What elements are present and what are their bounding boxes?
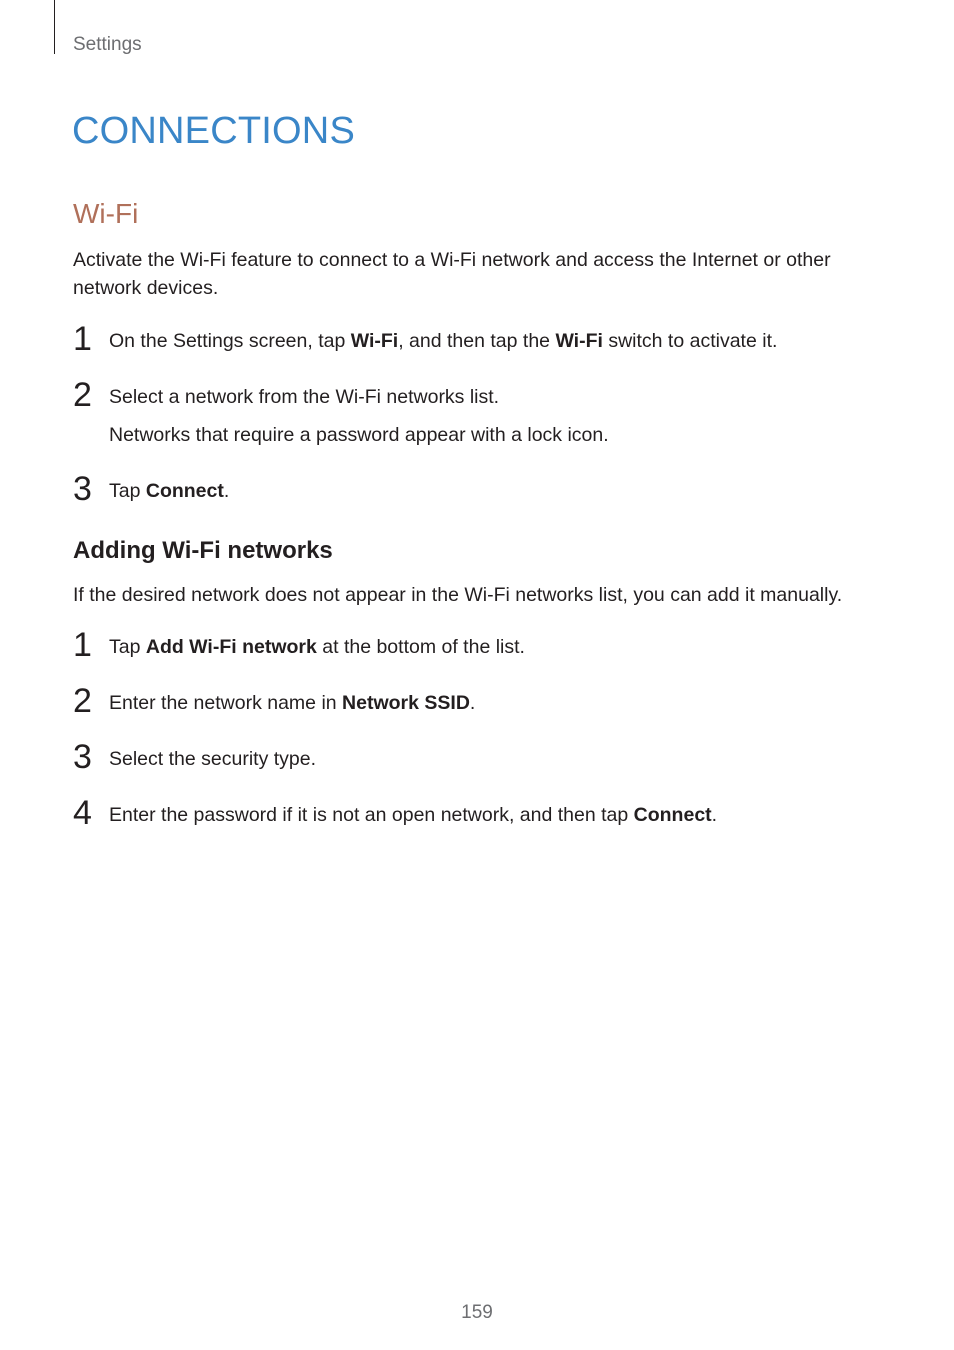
step-number: 3 — [73, 738, 92, 776]
header-rule — [54, 0, 55, 54]
ui-term: Connect — [633, 804, 712, 826]
page-title: CONNECTIONS — [72, 110, 355, 152]
adding-step-1 — [73, 626, 893, 673]
step-text: On the Settings screen, tap Wi-Fi, and then tap the Wi-Fi switch to activate it. — [109, 330, 778, 352]
running-header: Settings — [73, 34, 142, 55]
wifi-intro-line1: Activate the Wi-Fi feature to connect to a Wi-Fi network and access the Internet or other — [73, 249, 831, 271]
ui-term: Wi-Fi — [350, 330, 399, 352]
step-text: Enter the password if it is not an open network, and then tap Connect. — [109, 804, 718, 826]
step-number: 2 — [73, 376, 92, 414]
wifi-step-2 — [73, 376, 893, 423]
step-number: 4 — [73, 794, 92, 832]
adding-step-3 — [73, 738, 893, 785]
wifi-intro-line2: network devices. — [73, 277, 219, 299]
step-text: Select a network from the Wi-Fi networks list. — [109, 386, 500, 408]
wifi-intro — [73, 246, 863, 302]
adding-step-2 — [73, 682, 893, 729]
ui-term: Connect — [145, 480, 224, 502]
step-text: Enter the network name in Network SSID. — [109, 692, 476, 714]
adding-intro: If the desired network does not appear in the Wi-Fi networks list, you can add it manually. — [73, 584, 843, 606]
step-text: Select the security type. — [109, 748, 317, 770]
step-number: 3 — [73, 470, 92, 508]
wifi-step-2-note: Networks that require a password appear with a lock icon. — [109, 424, 609, 446]
wifi-step-1 — [73, 320, 893, 367]
wifi-step-3 — [73, 470, 893, 517]
adding-step-4 — [73, 794, 893, 841]
ui-term: Wi-Fi — [555, 330, 603, 352]
step-number: 2 — [73, 682, 92, 720]
step-text: Tap Connect. — [109, 480, 230, 502]
step-text: Tap Add Wi-Fi network at the bottom of the list. — [109, 636, 525, 658]
step-number: 1 — [73, 626, 92, 664]
ui-term: Add Wi-Fi network — [145, 636, 317, 658]
section-title-wifi: Wi-Fi — [73, 198, 139, 229]
step-number: 1 — [73, 320, 92, 358]
page-number: 159 — [461, 1302, 493, 1323]
ui-term: Network SSID — [342, 692, 470, 714]
subsection-title-adding: Adding Wi-Fi networks — [73, 537, 333, 564]
